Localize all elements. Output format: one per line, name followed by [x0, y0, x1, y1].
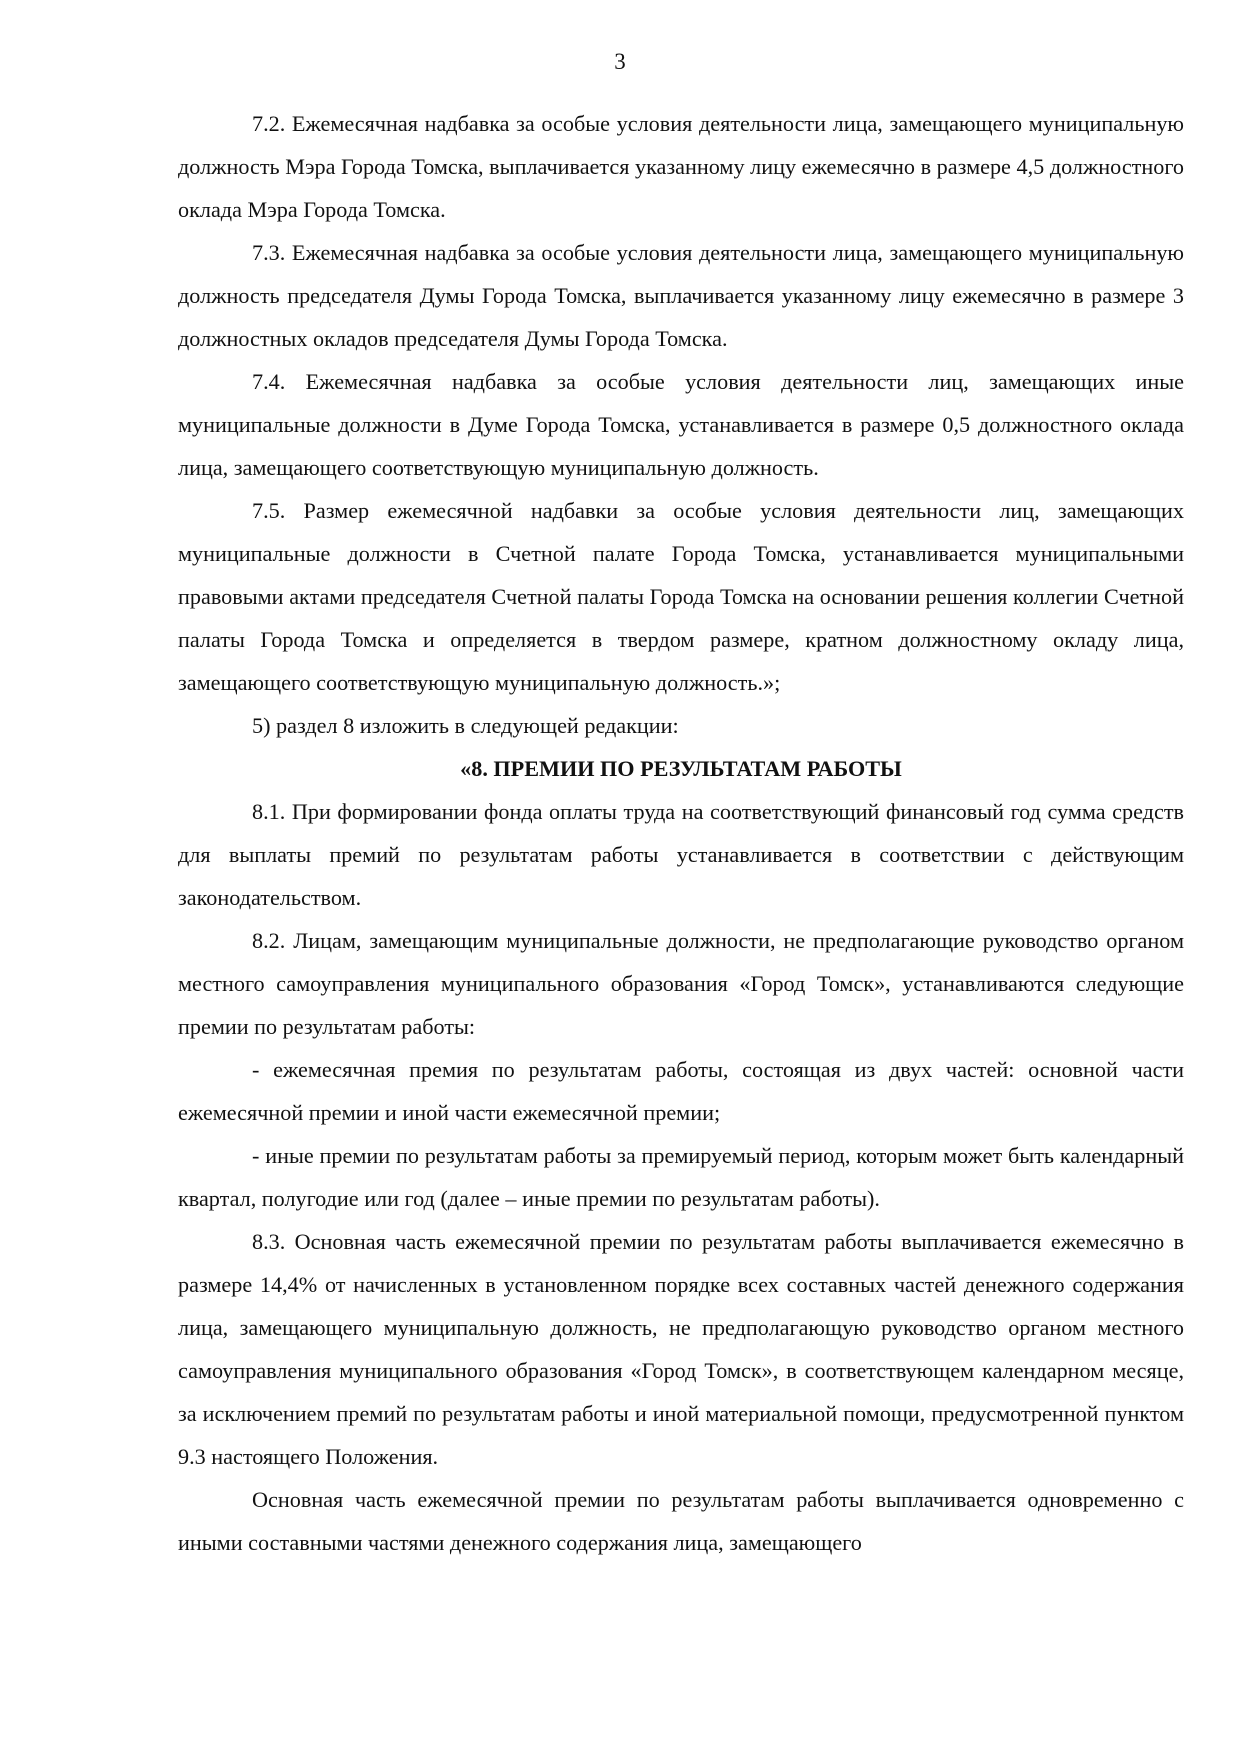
bullet-item-other-bonuses: - иные премии по результатам работы за премируемый период, которым может быть календарный квартал, полугодие или год (далее – иные премии по результатам работы).	[178, 1143, 1184, 1211]
section-8-heading: «8. ПРЕМИИ ПО РЕЗУЛЬТАТАМ РАБОТЫ	[460, 756, 902, 781]
paragraph-7-4: 7.4. Ежемесячная надбавка за особые условия деятельности лиц, замещающих иные муниципальные должности в Думе Города Томска, устанавливается в размере 0,5 должностного оклада лица, замещающего соответствующую муниципальную должность.	[178, 369, 1184, 480]
page-number: 3	[614, 49, 626, 74]
paragraph-8-2: 8.2. Лицам, замещающим муниципальные должности, не предполагающие руководство органом местного самоуправления муниципального образования «Город Томск», устанавливаются следующие премии по результатам работы:	[178, 928, 1184, 1039]
paragraph-7-2: 7.2. Ежемесячная надбавка за особые условия деятельности лица, замещающего муниципальную должность Мэра Города Томска, выплачивается указанному лицу ежемесячно в размере 4,5 должностного оклада Мэра Города Томска.	[178, 111, 1184, 222]
paragraph-7-3: 7.3. Ежемесячная надбавка за особые условия деятельности лица, замещающего муниципальную должность председателя Думы Города Томска, выплачивается указанному лицу ежемесячно в размере 3 должностных окладов председателя Думы Города Томска.	[178, 240, 1184, 351]
document-body	[178, 102, 1184, 1564]
paragraph-main-part-payment: Основная часть ежемесячной премии по результатам работы выплачивается одновременно с иными составными частями денежного содержания лица, замещающего	[178, 1487, 1184, 1555]
paragraph-7-5: 7.5. Размер ежемесячной надбавки за особые условия деятельности лиц, замещающих муниципальные должности в Счетной палате Города Томска, устанавливается муниципальными правовыми актами председателя Счетной палаты Города Томска на основании решения коллегии Счетной палаты Города Томска и определяется в твердом размере, кратном должностному окладу лица, замещающего соответствующую муниципальную должность.»;	[178, 498, 1184, 695]
paragraph-8-1: 8.1. При формировании фонда оплаты труда на соответствующий финансовый год сумма средств для выплаты премий по результатам работы устанавливается в соответствии с действующим законодательством.	[178, 799, 1184, 910]
paragraph-8-3: 8.3. Основная часть ежемесячной премии по результатам работы выплачивается ежемесячно в размере 14,4% от начисленных в установленном порядке всех составных частей денежного содержания лица, замещающего муниципальную должность, не предполагающую руководство органом местного самоуправления муниципального образования «Город Томск», в соответствующем календарном месяце, за исключением премий по результатам работы и иной материальной помощи, предусмотренной пунктом 9.3 настоящего Положения.	[178, 1229, 1184, 1469]
paragraph-item-5: 5) раздел 8 изложить в следующей редакции:	[252, 713, 679, 738]
bullet-item-monthly-bonus: - ежемесячная премия по результатам работы, состоящая из двух частей: основной части ежемесячной премии и иной части ежемесячной премии;	[178, 1057, 1184, 1125]
